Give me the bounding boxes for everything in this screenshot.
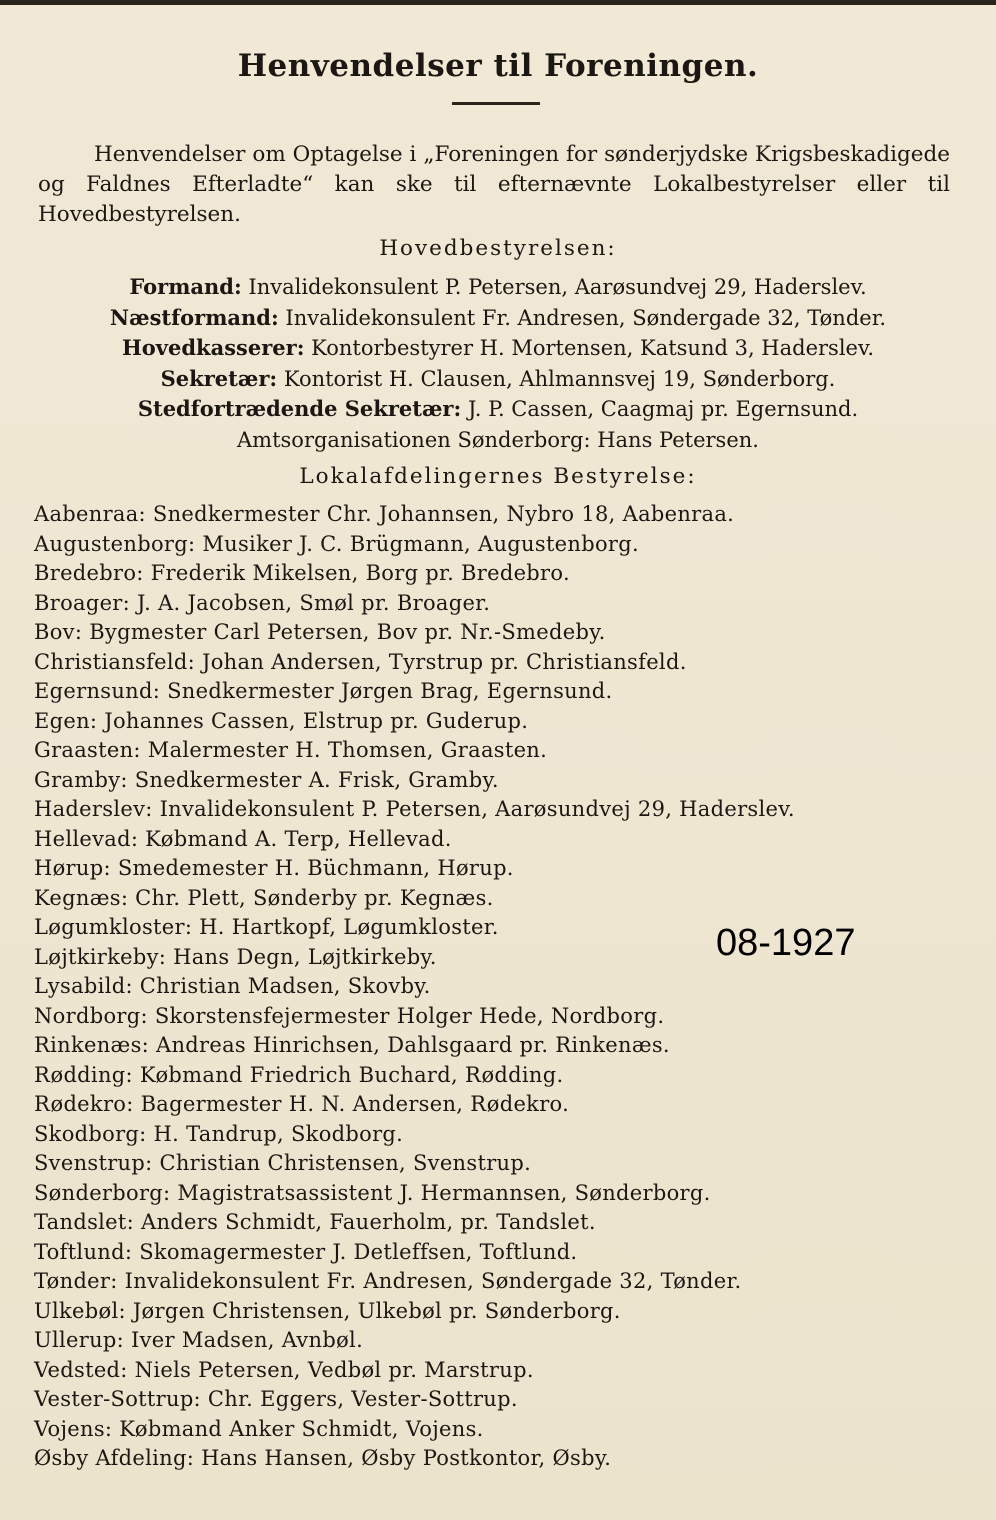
board-role: Formand: xyxy=(129,274,242,299)
local-board-row: Gramby: Snedkermester A. Frisk, Gramby. xyxy=(34,767,499,792)
main-board-list xyxy=(0,272,996,455)
local-board-row: Vojens: Købmand Anker Schmidt, Vojens. xyxy=(34,1416,484,1441)
local-board-row: Hellevad: Købmand A. Terp, Hellevad. xyxy=(34,826,452,851)
local-board-row: Svenstrup: Christian Christensen, Svenstrup. xyxy=(34,1151,532,1175)
local-board-row: Ulkebøl: Jørgen Christensen, Ulkebøl pr. Sønderborg. xyxy=(34,1298,621,1323)
board-member: Invalidekonsulent Fr. Andresen, Søndergade 32, Tønder. xyxy=(285,305,887,330)
local-board-row: Aabenraa: Snedkermester Chr. Johannsen, Nybro 18, Aabenraa. xyxy=(34,502,735,526)
board-member: Kontorist H. Clausen, Ahlmannsvej 19, Sønderborg. xyxy=(283,366,836,391)
board-role: Sekretær: xyxy=(160,365,278,391)
page-title: Henvendelser til Foreningen. xyxy=(237,48,759,84)
local-board-row: Bov: Bygmester Carl Petersen, Bov pr. Nr.-Smedeby. xyxy=(34,620,606,644)
board-role: Næstformand: xyxy=(109,304,279,330)
local-board-row: Løgumkloster: H. Hartkopf, Løgumkloster. xyxy=(34,915,499,939)
main-board-heading: Hovedbestyrelsen: xyxy=(379,236,617,261)
local-boards-list xyxy=(34,500,964,1474)
board-member-row xyxy=(0,272,996,303)
local-board-row: Toftlund: Skomagermester J. Detleffsen, Toftlund. xyxy=(34,1239,578,1264)
local-board-row: Kegnæs: Chr. Plett, Sønderby pr. Kegnæs. xyxy=(34,885,494,910)
local-board-row: Broager: J. A. Jacobsen, Smøl pr. Broager. xyxy=(34,590,491,615)
local-board-row: Hørup: Smedemester H. Büchmann, Hørup. xyxy=(34,856,514,880)
local-board-row: Augustenborg: Musiker J. C. Brügmann, Augustenborg. xyxy=(34,531,639,556)
local-board-row: Bredebro: Frederik Mikelsen, Borg pr. Bredebro. xyxy=(34,561,570,585)
top-border-rule xyxy=(0,0,996,5)
local-board-row: Lysabild: Christian Madsen, Skovby. xyxy=(34,974,431,998)
board-member-row xyxy=(0,394,996,425)
board-member-row xyxy=(0,333,996,364)
intro-text: Henvendelser om Optagelse i „Foreningen for sønderjydske Krigsbeskadigede og Faldnes Efterladte“ kan ske til efternævnte Lokalbestyrelser eller til Hovedbestyrelsen. xyxy=(38,142,950,227)
local-board-row: Øsby Afdeling: Hans Hansen, Øsby Postkontor, Øsby. xyxy=(34,1446,612,1470)
board-member-row xyxy=(0,425,996,456)
local-board-row: Løjtkirkeby: Hans Degn, Løjtkirkeby. xyxy=(34,944,437,969)
local-board-row: Christiansfeld: Johan Andersen, Tyrstrup pr. Christiansfeld. xyxy=(34,649,687,674)
local-board-row: Rødding: Købmand Friedrich Buchard, Rødding. xyxy=(34,1062,564,1087)
board-member: J. P. Cassen, Caagmaj pr. Egernsund. xyxy=(467,397,859,421)
local-board-row: Graasten: Malermester H. Thomsen, Graasten. xyxy=(34,738,548,762)
local-board-row: Rødekro: Bagermester H. N. Andersen, Rødekro. xyxy=(34,1092,570,1116)
board-member: Kontorbestyrer H. Mortensen, Katsund 3, Haderslev. xyxy=(311,336,875,360)
date-stamp: 08-1927 xyxy=(716,922,856,964)
intro-paragraph xyxy=(38,140,950,230)
board-role: Stedfortrædende Sekretær: xyxy=(137,396,462,421)
local-board-row: Skodborg: H. Tandrup, Skodborg. xyxy=(34,1121,404,1146)
local-boards-heading: Lokalafdelingernes Bestyrelse: xyxy=(299,464,697,489)
local-board-row: Tønder: Invalidekonsulent Fr. Andresen, Søndergade 32, Tønder. xyxy=(34,1269,742,1293)
local-board-row: Vester-Sottrup: Chr. Eggers, Vester-Sottrup. xyxy=(34,1387,518,1411)
local-board-row: Egernsund: Snedkermester Jørgen Brag, Egernsund. xyxy=(34,679,613,703)
local-board-row: Egen: Johannes Cassen, Elstrup pr. Guderup. xyxy=(34,708,529,733)
local-board-row: Ullerup: Iver Madsen, Avnbøl. xyxy=(34,1328,364,1352)
local-board-row: Tandslet: Anders Schmidt, Fauerholm, pr. Tandslet. xyxy=(34,1210,596,1234)
title-underline xyxy=(452,102,540,105)
board-member-row xyxy=(0,303,996,334)
local-board-row: Rinkenæs: Andreas Hinrichsen, Dahlsgaard pr. Rinkenæs. xyxy=(34,1033,670,1057)
local-board-row: Vedsted: Niels Petersen, Vedbøl pr. Marstrup. xyxy=(34,1357,534,1382)
local-board-row: Haderslev: Invalidekonsulent P. Petersen, Aarøsundvej 29, Haderslev. xyxy=(34,797,795,821)
board-member: Amtsorganisationen Sønderborg: Hans Petersen. xyxy=(237,427,759,452)
board-member-row xyxy=(0,364,996,395)
local-board-row: Nordborg: Skorstensfejermester Holger Hede, Nordborg. xyxy=(34,1003,665,1028)
local-board-row: Sønderborg: Magistratsassistent J. Hermannsen, Sønderborg. xyxy=(34,1180,711,1205)
board-role: Hovedkasserer: xyxy=(121,335,305,360)
board-member: Invalidekonsulent P. Petersen, Aarøsundvej 29, Haderslev. xyxy=(248,275,867,299)
